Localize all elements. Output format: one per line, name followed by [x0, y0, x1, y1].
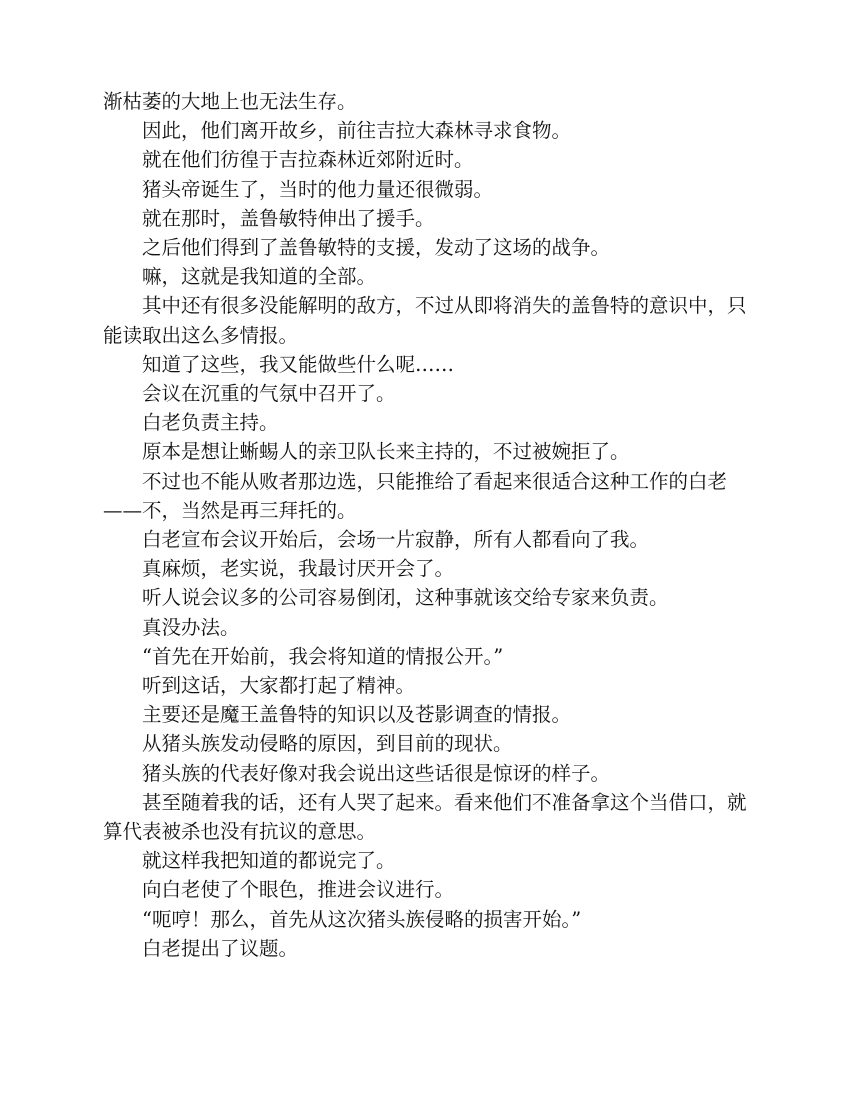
- paragraph: 甚至随着我的话，还有人哭了起来。看来他们不准备拿这个当借口，就算代表被杀也没有抗议的意思。: [103, 790, 747, 844]
- paragraph: 听人说会议多的公司容易倒闭，这种事就该交给专家来负责。: [142, 586, 669, 610]
- paragraph: 白老提出了议题。: [142, 936, 299, 960]
- document-page: [103, 87, 753, 963]
- paragraph: “呃哼！那么，首先从这次猪头族侵略的损害开始。”: [142, 907, 582, 931]
- paragraph: 主要还是魔王盖鲁特的知识以及苍影调查的情报。: [142, 703, 572, 727]
- paragraph: 就这样我把知道的都说完了。: [142, 849, 396, 873]
- paragraph: 会议在沉重的气氛中召开了。: [142, 382, 396, 406]
- paragraph: 之后他们得到了盖鲁敏特的支援，发动了这场的战争。: [142, 236, 611, 260]
- paragraph: 真麻烦，老实说，我最讨厌开会了。: [142, 557, 455, 581]
- paragraph: 从猪头族发动侵略的原因，到目前的现状。: [142, 732, 513, 756]
- paragraph: 原本是想让蜥蜴人的亲卫队长来主持的，不过被婉拒了。: [142, 440, 630, 464]
- paragraph: 猪头帝诞生了，当时的他力量还很微弱。: [142, 177, 494, 201]
- paragraph: 猪头族的代表好像对我会说出这些话很是惊讶的样子。: [142, 761, 611, 785]
- paragraph: 渐枯萎的大地上也无法生存。: [103, 90, 357, 113]
- paragraph: 白老负责主持。: [142, 411, 279, 435]
- paragraph: 真没办法。: [142, 615, 240, 639]
- paragraph: “首先在开始前，我会将知道的情报公开。”: [142, 644, 504, 668]
- paragraph: 就在那时，盖鲁敏特伸出了援手。: [142, 206, 435, 230]
- paragraph: 不过也不能从败者那边选，只能推给了看起来很适合这种工作的白老——不，当然是再三拜托的。: [103, 469, 728, 522]
- paragraph: 就在他们彷徨于吉拉森林近郊附近时。: [142, 148, 474, 172]
- paragraph: 因此，他们离开故乡，前往吉拉大森林寻求食物。: [142, 119, 572, 143]
- paragraph: 其中还有很多没能解明的敌方，不过从即将消失的盖鲁特的意识中，只能读取出这么多情报。: [103, 294, 747, 347]
- paragraph: 听到这话，大家都打起了精神。: [142, 674, 416, 698]
- paragraph: 白老宣布会议开始后，会场一片寂静，所有人都看向了我。: [142, 528, 650, 552]
- paragraph: 向白老使了个眼色，推进会议进行。: [142, 878, 455, 902]
- paragraph: 知道了这些，我又能做些什么呢……: [142, 352, 455, 376]
- paragraph: 嘛，这就是我知道的全部。: [142, 265, 377, 289]
